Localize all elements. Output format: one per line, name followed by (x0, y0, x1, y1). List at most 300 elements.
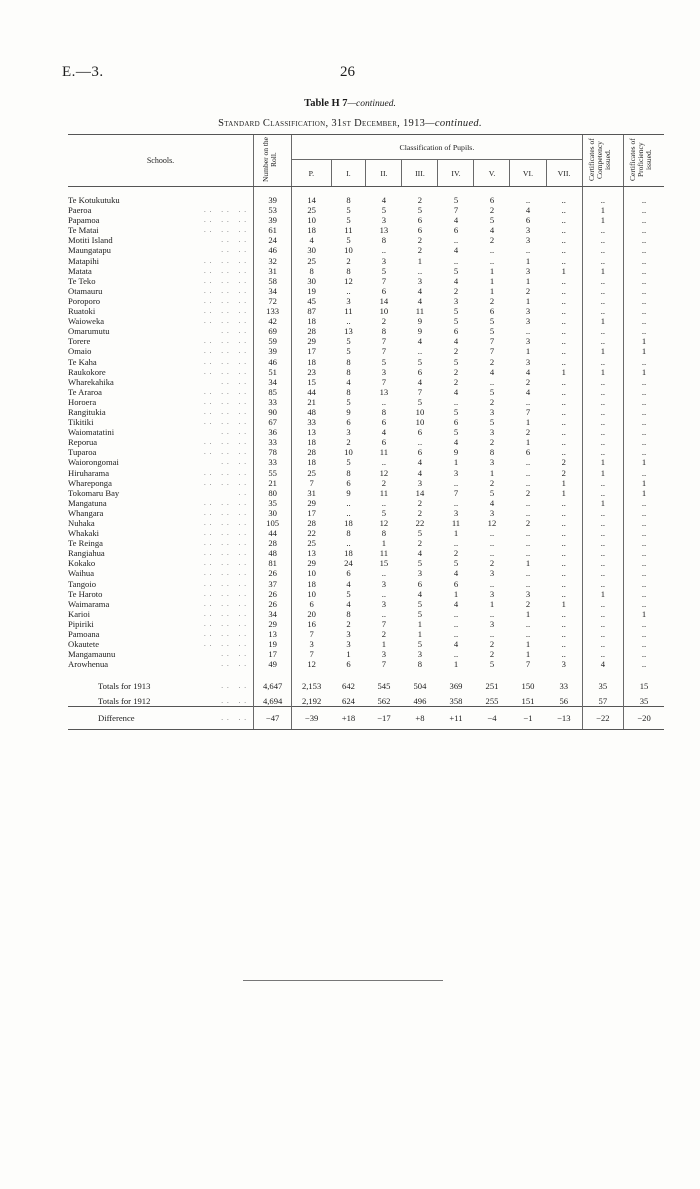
value-cell: 24 (344, 558, 353, 569)
value-cell: .. (624, 518, 664, 528)
table-row (68, 579, 664, 589)
value-cell: 1 (453, 528, 459, 539)
value-cell: 30 (254, 508, 292, 518)
value-cell: 6 (453, 326, 459, 337)
value-cell: 4 (346, 376, 351, 387)
class-header: VII. (546, 160, 582, 187)
value-cell: 5 (489, 487, 495, 498)
school-cell (68, 548, 254, 558)
table-row (68, 296, 664, 306)
value-cell: 12 (379, 518, 389, 528)
value-cell: 29 (292, 336, 331, 346)
value-cell: 4,694 (254, 692, 292, 707)
value-cell: 14 (415, 487, 425, 498)
value-cell: 17 (254, 649, 292, 659)
value-cell: 69 (254, 326, 292, 336)
value-cell: .. (582, 629, 623, 639)
value-cell: 21 (292, 397, 331, 407)
school-name: Reporua (68, 437, 98, 448)
school-name: Te Araroa (68, 386, 102, 397)
value-cell: .. (561, 396, 566, 407)
value-cell: .. (624, 528, 664, 538)
class-header: III. (402, 160, 438, 187)
value-cell: 255 (485, 695, 499, 706)
table-row (68, 659, 664, 669)
value-cell: 2 (453, 366, 459, 377)
value-cell: 545 (377, 681, 391, 692)
school-cell (68, 468, 254, 478)
value-cell: .. (624, 235, 664, 245)
school-cell (68, 427, 254, 437)
value-cell: 5 (453, 558, 459, 569)
leader-dots: .. .. (221, 428, 251, 437)
value-cell: .. (525, 568, 531, 579)
value-cell: .. (582, 518, 623, 528)
value-cell: .. (417, 346, 423, 357)
table-row (68, 235, 664, 245)
value-cell: 5 (346, 588, 351, 599)
competency-header (582, 135, 623, 187)
school-cell (68, 609, 254, 619)
value-cell: 1 (525, 649, 531, 660)
school-cell (68, 639, 254, 649)
leader-dots: .. .. .. (204, 448, 251, 457)
value-cell: 1 (561, 477, 566, 488)
value-cell: 13 (254, 629, 292, 639)
value-cell: 3 (525, 306, 531, 317)
value-cell: .. (561, 356, 566, 367)
value-cell: 3 (381, 649, 387, 660)
value-cell: 3 (525, 588, 531, 599)
value-cell: .. (561, 437, 566, 448)
table-row (68, 457, 664, 467)
value-cell: 2 (489, 437, 495, 448)
value-cell: 1 (417, 618, 423, 629)
value-cell: 2 (381, 316, 387, 327)
school-cell (68, 336, 254, 346)
value-cell: 4 (453, 336, 459, 347)
value-cell: 33 (559, 681, 569, 692)
value-cell: 11 (379, 447, 389, 458)
value-cell: .. (453, 649, 459, 660)
value-cell: 3 (525, 235, 531, 246)
value-cell: 35 (582, 669, 623, 691)
value-cell: 35 (624, 692, 664, 707)
school-name: Waimarama (68, 598, 110, 609)
value-cell: −39 (292, 706, 331, 729)
value-cell: 11 (379, 548, 389, 559)
value-cell: .. (381, 568, 387, 579)
leader-dots: .. .. .. (204, 367, 251, 376)
value-cell: .. (582, 387, 623, 397)
value-cell: 1 (624, 336, 664, 346)
school-name: Torere (68, 336, 91, 347)
value-cell: .. (453, 608, 459, 619)
school-cell (68, 568, 254, 578)
value-cell: 25 (292, 538, 331, 548)
value-cell: 28 (292, 447, 331, 457)
school-cell (68, 367, 254, 377)
value-cell: 9 (346, 487, 351, 498)
value-cell: .. (624, 266, 664, 276)
class-header: V. (474, 160, 510, 187)
value-cell: .. (561, 235, 566, 246)
school-cell (68, 276, 254, 286)
value-cell: 5 (489, 326, 495, 337)
school-name: Omaio (68, 346, 92, 357)
school-name: Difference (98, 712, 135, 723)
school-cell (68, 669, 254, 691)
value-cell: 16 (292, 619, 331, 629)
school-name: Poroporo (68, 295, 100, 306)
value-cell: 10 (344, 447, 353, 458)
value-cell: 5 (453, 427, 459, 438)
school-cell (68, 629, 254, 639)
school-name: Tikitiki (68, 417, 94, 428)
value-cell: 2 (453, 346, 459, 357)
table-row (68, 377, 664, 387)
table-row (68, 609, 664, 619)
value-cell: 3 (489, 568, 495, 579)
value-cell: .. (582, 538, 623, 548)
value-cell: 2 (417, 538, 423, 549)
table-row (68, 215, 664, 225)
leader-dots: .. .. .. (204, 418, 251, 427)
value-cell: 2 (525, 518, 531, 528)
value-cell: .. (582, 225, 623, 235)
value-cell: 6 (417, 366, 423, 377)
value-cell: .. (624, 498, 664, 508)
value-cell: .. (624, 579, 664, 589)
value-cell: 12 (344, 275, 353, 286)
value-cell: 5 (346, 235, 351, 246)
leader-dots: .. .. .. (204, 296, 251, 305)
value-cell: 18 (292, 225, 331, 235)
school-name: Okautete (68, 639, 100, 650)
value-cell: 4,647 (254, 669, 292, 691)
leader-dots: .. .. .. (204, 619, 251, 628)
value-cell: 11 (415, 306, 425, 317)
value-cell: 4 (417, 588, 423, 599)
value-cell: 5 (453, 356, 459, 367)
value-cell: .. (582, 357, 623, 367)
value-cell: .. (453, 538, 459, 549)
value-cell: 6 (525, 447, 531, 458)
value-cell: 11 (451, 518, 461, 528)
school-cell (68, 377, 254, 387)
value-cell: .. (582, 639, 623, 649)
value-cell: 4 (417, 295, 423, 306)
value-cell: .. (525, 396, 531, 407)
value-cell: 4 (417, 376, 423, 387)
value-cell: 2 (417, 235, 423, 246)
value-cell: .. (624, 205, 664, 215)
value-cell: 5 (489, 215, 495, 226)
value-cell: 13 (344, 326, 353, 337)
value-cell: .. (582, 306, 623, 316)
value-cell: 2 (417, 195, 423, 205)
value-cell: .. (453, 477, 459, 488)
value-cell: 2 (346, 437, 351, 448)
value-cell: .. (453, 629, 459, 640)
value-cell: 34 (254, 377, 292, 387)
value-cell: 18 (292, 316, 331, 326)
value-cell: .. (582, 488, 623, 498)
value-cell: 29 (292, 498, 331, 508)
leader-dots: .. .. .. (204, 569, 251, 578)
value-cell: .. (624, 437, 664, 447)
value-cell: 24 (254, 235, 292, 245)
value-cell: 34 (254, 286, 292, 296)
value-cell: 3 (453, 507, 459, 518)
value-cell: 10 (292, 589, 331, 599)
value-cell: 1 (561, 265, 566, 276)
value-cell: −4 (474, 706, 510, 729)
value-cell: 4 (292, 235, 331, 245)
school-name: Te Reinga (68, 538, 103, 549)
table-row (68, 488, 664, 498)
value-cell: 5 (381, 265, 387, 276)
value-cell: 3 (489, 406, 495, 417)
value-cell: 2 (417, 507, 423, 518)
school-name: Pamoana (68, 629, 100, 640)
school-name: Te Teko (68, 275, 96, 286)
value-cell: 45 (292, 296, 331, 306)
page-header (0, 64, 700, 84)
value-cell: −17 (366, 706, 402, 729)
value-cell: .. (561, 255, 566, 266)
school-cell (68, 706, 254, 729)
value-cell: .. (624, 619, 664, 629)
value-cell: .. (561, 285, 566, 296)
value-cell: .. (624, 357, 664, 367)
value-cell: .. (582, 397, 623, 407)
school-name: Karioi (68, 608, 90, 619)
value-cell: 21 (254, 478, 292, 488)
value-cell: 1 (489, 285, 495, 296)
value-cell: .. (525, 548, 531, 559)
value-cell: 150 (521, 681, 535, 692)
value-cell: 17 (292, 508, 331, 518)
value-cell: 5 (453, 265, 459, 276)
value-cell: 25 (292, 256, 331, 266)
value-cell: 1 (582, 316, 623, 326)
value-cell: 2 (453, 548, 459, 559)
value-cell: .. (561, 518, 566, 528)
value-cell: 5 (417, 528, 423, 539)
value-cell: 18 (292, 357, 331, 367)
value-cell: 26 (254, 589, 292, 599)
value-cell: 1 (525, 255, 531, 266)
table-row (68, 367, 664, 377)
value-cell: 48 (292, 407, 331, 417)
leader-dots: .. .. (221, 696, 251, 705)
table-subtitle-continued: —continued. (425, 118, 482, 129)
value-cell: 39 (254, 187, 292, 206)
school-cell (68, 599, 254, 609)
value-cell: 4 (346, 598, 351, 609)
value-cell: 6 (346, 568, 351, 579)
value-cell: 4 (453, 639, 459, 650)
value-cell: 46 (254, 357, 292, 367)
value-cell: 3 (525, 265, 531, 276)
value-cell: .. (525, 326, 531, 337)
value-cell: 8 (346, 608, 351, 619)
value-cell: 13 (379, 225, 389, 236)
value-cell: .. (624, 215, 664, 225)
value-cell: 1 (582, 589, 623, 599)
value-cell: 22 (292, 528, 331, 538)
value-cell: .. (582, 256, 623, 266)
school-cell (68, 659, 254, 669)
value-cell: 33 (254, 397, 292, 407)
value-cell: 51 (254, 367, 292, 377)
value-cell: .. (582, 417, 623, 427)
class-header: IV. (438, 160, 474, 187)
value-cell: .. (525, 528, 531, 539)
school-cell (68, 266, 254, 276)
value-cell: .. (624, 397, 664, 407)
competency-header-label: Certificates of Competency issued. (586, 138, 612, 181)
value-cell: 2 (453, 285, 459, 296)
value-cell: 44 (254, 528, 292, 538)
value-cell: 5 (381, 205, 387, 216)
value-cell: 5 (453, 195, 459, 205)
school-name: Te Haroto (68, 588, 103, 599)
table-row (68, 468, 664, 478)
value-cell: .. (525, 618, 531, 629)
school-name: Maungatapu (68, 245, 111, 256)
value-cell: .. (624, 568, 664, 578)
classification-header: Classification of Pupils. (292, 135, 582, 160)
value-cell: 7 (525, 406, 531, 417)
value-cell: 2 (453, 376, 459, 387)
table-row (68, 538, 664, 548)
value-cell: .. (489, 629, 495, 640)
value-cell: .. (489, 538, 495, 549)
value-cell: 5 (417, 205, 423, 216)
leader-dots: .. .. (221, 660, 251, 669)
value-cell: 25 (292, 468, 331, 478)
leader-dots: .. .. .. (204, 397, 251, 406)
value-cell: 3 (417, 275, 423, 286)
leader-dots: .. .. .. (204, 337, 251, 346)
table-row (68, 276, 664, 286)
value-cell: .. (561, 376, 566, 387)
value-cell: .. (561, 497, 566, 508)
value-cell: 7 (292, 478, 331, 488)
school-cell (68, 528, 254, 538)
value-cell: 5 (346, 457, 351, 468)
value-cell: 2 (489, 477, 495, 488)
value-cell: .. (561, 306, 566, 317)
value-cell: 3 (417, 568, 423, 579)
school-cell (68, 488, 254, 498)
leader-dots: .. .. .. (204, 498, 251, 507)
table-row (68, 336, 664, 346)
value-cell: 2 (346, 618, 351, 629)
value-cell: 4 (525, 366, 531, 377)
value-cell: .. (624, 639, 664, 649)
school-cell (68, 447, 254, 457)
value-cell: 7 (292, 649, 331, 659)
value-cell: 4 (525, 205, 531, 216)
value-cell: .. (489, 245, 495, 256)
school-cell (68, 286, 254, 296)
value-cell: 7 (417, 386, 423, 397)
value-cell: 642 (342, 681, 355, 692)
value-cell: 6 (381, 437, 387, 448)
value-cell: .. (525, 195, 531, 205)
value-cell: 15 (624, 669, 664, 691)
value-cell: 2 (525, 285, 531, 296)
value-cell: 4 (417, 336, 423, 347)
value-cell: .. (525, 477, 531, 488)
value-cell: 1 (453, 588, 459, 599)
value-cell: 3 (381, 366, 387, 377)
leader-dots: .. .. (221, 377, 251, 386)
leader-dots: .. .. .. (204, 317, 251, 326)
value-cell: 6 (453, 578, 459, 589)
value-cell: −22 (582, 706, 623, 729)
school-cell (68, 316, 254, 326)
leader-dots: .. .. .. (204, 407, 251, 416)
value-cell: 105 (254, 518, 292, 528)
value-cell: .. (624, 377, 664, 387)
value-cell: 13 (379, 386, 389, 397)
school-name: Rangitukia (68, 406, 106, 417)
value-cell: .. (582, 579, 623, 589)
value-cell: .. (525, 538, 531, 549)
value-cell: 7 (381, 275, 387, 286)
value-cell: .. (417, 265, 423, 276)
value-cell: 53 (254, 205, 292, 215)
value-cell: .. (582, 286, 623, 296)
leader-dots: .. .. (221, 713, 251, 722)
leader-dots: .. .. .. (204, 347, 251, 356)
value-cell: 30 (292, 245, 331, 255)
value-cell: .. (582, 427, 623, 437)
value-cell: .. (561, 245, 566, 256)
value-cell: 2 (489, 295, 495, 306)
value-cell: 1 (489, 467, 495, 478)
value-cell: .. (489, 578, 495, 589)
school-cell (68, 306, 254, 316)
value-cell: 4 (381, 427, 387, 438)
value-cell: 5 (346, 336, 351, 347)
school-name: Nuhaka (68, 518, 95, 528)
school-name: Tokomaru Bay (68, 487, 120, 498)
table-row (68, 407, 664, 417)
value-cell: 7 (292, 629, 331, 639)
school-name: Papamoa (68, 215, 100, 226)
value-cell: .. (582, 619, 623, 629)
value-cell: 37 (254, 579, 292, 589)
school-name: Matata (68, 265, 92, 276)
first-row-row (68, 187, 664, 206)
value-cell: 6 (381, 285, 387, 296)
table-row (68, 397, 664, 407)
value-cell: .. (624, 316, 664, 326)
school-name: Hiruharama (68, 467, 110, 478)
value-cell: −13 (546, 706, 582, 729)
value-cell: 8 (489, 447, 495, 458)
value-cell: 4 (489, 497, 495, 508)
table-row (68, 266, 664, 276)
value-cell: 1 (453, 457, 459, 468)
leader-dots: .. .. (221, 236, 251, 245)
value-cell: 6 (489, 306, 495, 317)
